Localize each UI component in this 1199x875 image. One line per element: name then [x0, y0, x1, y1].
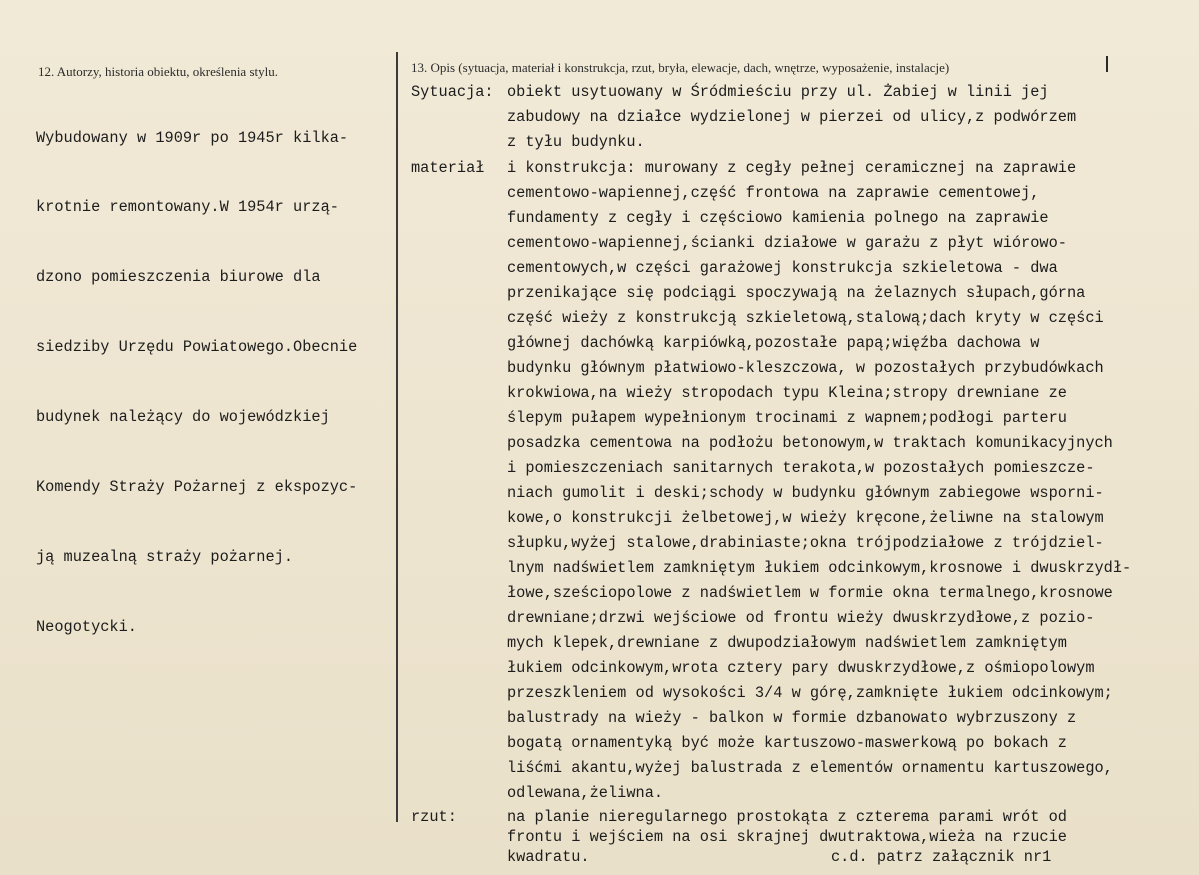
- material-line: balustrady na wieży - balkon w formie dzbanowato wybrzuszony z: [507, 709, 1077, 727]
- material-line: fundamenty z cegły i częściowo kamienia polnego na zaprawie: [507, 209, 1049, 227]
- section-13-header: 13. Opis (sytuacja, materiał i konstrukcja, rzut, bryła, elewacje, dach, wnętrze, wyposażenie, instalacje): [411, 60, 950, 75]
- material-line: budynku głównym płatwiowo-kleszczowa, w pozostałych przybudówkach: [507, 359, 1104, 377]
- continuation-note: c.d. patrz załącznik nr1: [831, 848, 1052, 866]
- material-line: i pomieszczeniach sanitarnych terakota,w pozostałych pomieszcze-: [507, 459, 1095, 477]
- rzut-line: kwadratu.: [507, 848, 590, 866]
- material-line: bogatą ornamentyką być może kartuszowo-maswerkową po bokach z: [507, 734, 1067, 752]
- material-line: cementowo-wapiennej,część frontowa na zaprawie cementowej,: [507, 184, 1040, 202]
- history-line: budynek należący do wojewódzkiej: [36, 408, 330, 427]
- history-line: Wybudowany w 1909r po 1945r kilka-: [36, 128, 349, 147]
- material-line: lnym nadświetlem zamkniętym łukiem odcinkowym,krosnowe i dwuskrzydł-: [507, 559, 1132, 577]
- history-line: Komendy Straży Pożarnej z ekspozyc-: [36, 478, 358, 497]
- history-line: ją muzealną straży pożarnej.: [36, 547, 294, 566]
- material-line: kowe,o konstrukcji żelbetowej,w wieży kręcone,żeliwne na stalowym: [507, 509, 1104, 527]
- material-line: łukiem odcinkowym,wrota cztery pary dwuskrzydłowe,z ośmiopolowym: [507, 659, 1095, 677]
- material-line: odlewana,żeliwna.: [507, 784, 664, 802]
- history-line: krotnie remontowany.W 1954r urzą-: [36, 198, 339, 217]
- material-line: cementowych,w części garażowej konstrukcja szkieletowa - dwa: [507, 259, 1058, 277]
- sytuacja-line: z tyłu budynku.: [507, 133, 645, 151]
- bracket-mark: [1106, 56, 1108, 72]
- column-divider: [396, 52, 398, 822]
- material-line: przeszkleniem od wysokości 3/4 w górę,zamknięte łukiem odcinkowym;: [507, 684, 1113, 702]
- material-line: liśćmi akantu,wyżej balustrada z elementów ornamentu kartuszowego,: [507, 759, 1113, 777]
- rzut-label: rzut:: [411, 808, 457, 826]
- material-line: łowe,sześciopolowe z nadświetlem w formie okna termalnego,krosnowe: [507, 584, 1113, 602]
- material-line: posadzka cementowa na podłożu betonowym,w traktach komunikacyjnych: [507, 434, 1113, 452]
- section-12-header: 12. Autorzy, historia obiektu, określenia stylu.: [38, 64, 278, 79]
- material-line: część wieży z konstrukcją szkieletową,stalową;dach kryty w części: [507, 309, 1104, 327]
- material-label: materiał: [411, 159, 485, 177]
- material-line: ślepym pułapem wypełnionym trocinami z wapnem;podłogi parteru: [507, 409, 1067, 427]
- material-line: mych klepek,drewniane z dwupodziałowym nadświetlem zamkniętym: [507, 634, 1067, 652]
- sytuacja-line: zabudowy na działce wydzielonej w pierzei od ulicy,z podwórzem: [507, 108, 1077, 126]
- history-line: Neogotycki.: [36, 617, 137, 636]
- material-line: krokwiowa,na wieży stropodach typu Kleina;stropy drewniane ze: [507, 384, 1067, 402]
- material-line: drewniane;drzwi wejściowe od frontu wieży dwuskrzydłowe,z pozio-: [507, 609, 1095, 627]
- sytuacja-label: Sytuacja:: [411, 83, 494, 101]
- material-line: słupku,wyżej stalowe,drabiniaste;okna trójpodziałowe z trójdziel-: [507, 534, 1104, 552]
- rzut-line: frontu i wejściem na osi skrajnej dwutraktowa,wieża na rzucie: [507, 828, 1067, 846]
- material-line: i konstrukcja: murowany z cegły pełnej ceramicznej na zaprawie: [507, 159, 1077, 177]
- sytuacja-line: obiekt usytuowany w Śródmieściu przy ul. Żabiej w linii jej: [507, 83, 1049, 101]
- history-line: siedziby Urzędu Powiatowego.Obecnie: [36, 338, 358, 357]
- history-line: dzono pomieszczenia biurowe dla: [36, 268, 321, 287]
- material-line: przenikające się podciągi spoczywają na żelaznych słupach,górna: [507, 284, 1086, 302]
- material-line: niach gumolit i deski;schody w budynku głównym zabiegowe wsporni-: [507, 484, 1104, 502]
- material-line: cementowo-wapiennej,ścianki działowe w garażu z płyt wiórowo-: [507, 234, 1067, 252]
- rzut-line: na planie nieregularnego prostokąta z czterema parami wrót od: [507, 808, 1067, 826]
- material-line: głównej dachówką karpiówką,pozostałe papą;więźba dachowa w: [507, 334, 1040, 352]
- section-12-body: [36, 80, 357, 686]
